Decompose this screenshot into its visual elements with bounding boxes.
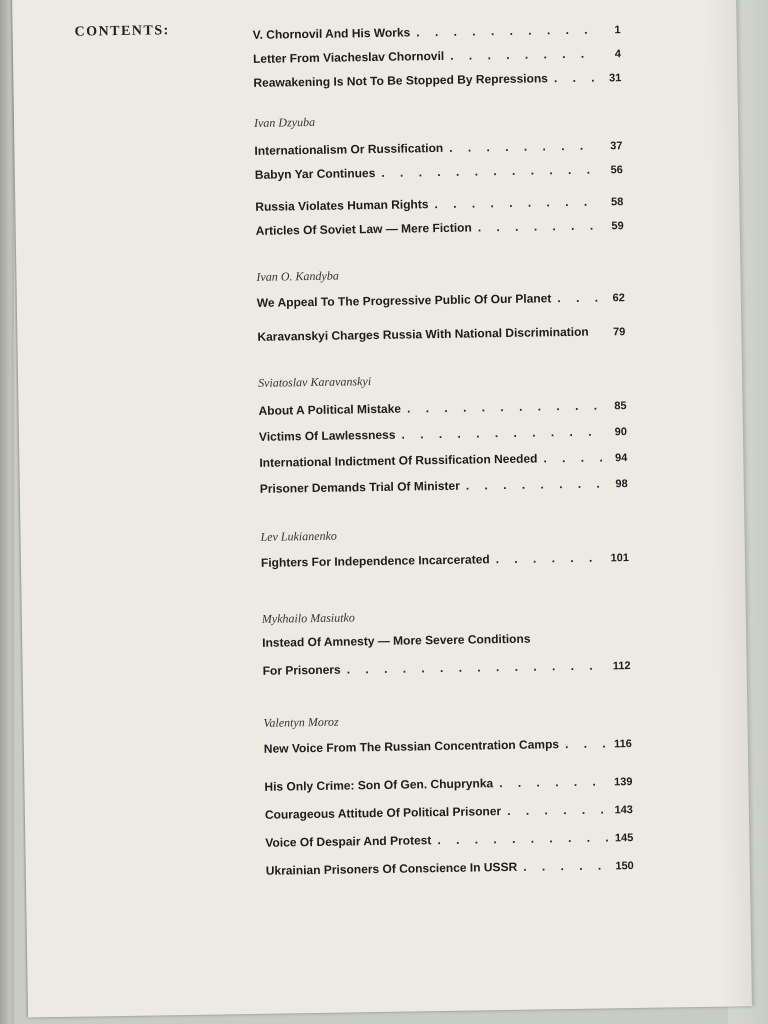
toc-entry [261, 550, 629, 574]
toc-entry [264, 774, 632, 798]
toc-entry [254, 138, 622, 162]
entry-page-number: 98 [615, 478, 628, 491]
contents-page [12, 0, 752, 1018]
entry-title: Reawakening Is Not To Be Stopped By Repressions [253, 71, 549, 90]
entry-title: Babyn Yar Continues [254, 166, 376, 182]
dot-leader [449, 138, 598, 154]
dot-leader [437, 830, 609, 847]
entry-page-number: 31 [609, 72, 622, 85]
toc-entry [253, 46, 621, 70]
entry-page-number: 145 [614, 832, 634, 845]
toc-entry [264, 736, 632, 760]
author-name: Valentyn Moroz [263, 714, 339, 730]
dot-leader [565, 736, 608, 751]
dot-leader [466, 476, 604, 492]
entry-title: Prisoner Demands Trial Of Minister [259, 478, 460, 496]
entry-title: His Only Crime: Son Of Gen. Chuprynka [264, 776, 494, 794]
entry-title: Fighters For Independence Incarcerated [260, 552, 490, 570]
entry-page-number: 37 [610, 140, 623, 153]
dot-leader [347, 658, 607, 676]
facing-page-edge [0, 0, 14, 1024]
entry-page-number: 116 [614, 738, 632, 751]
toc-entry [265, 802, 633, 826]
entry-title: Letter From Viacheslav Chornovil [252, 48, 445, 66]
contents-heading: CONTENTS: [74, 23, 170, 40]
entry-page-number: 79 [613, 326, 626, 339]
author-name: Ivan O. Kandyba [256, 268, 339, 284]
entry-page-number: 112 [612, 660, 631, 673]
entry-page-number: 58 [610, 196, 624, 209]
entry-title: Karavanskyi Charges Russia With National Discrimination [257, 324, 589, 344]
dot-leader [416, 23, 597, 40]
entry-title: Voice Of Despair And Protest [265, 833, 432, 850]
author-name: Lev Lukianenko [260, 528, 337, 544]
entry-page-number: 150 [615, 860, 634, 873]
toc-entry [263, 658, 631, 682]
entry-title: Russia Violates Human Rights [255, 197, 429, 214]
dot-leader [381, 162, 599, 179]
dot-leader [434, 194, 599, 211]
dot-leader [554, 71, 598, 86]
entry-page-number: 85 [614, 400, 627, 413]
entry-page-number: 56 [610, 164, 623, 177]
dot-leader [450, 47, 597, 63]
entry-page-number: 101 [610, 552, 630, 565]
entry-title: Victims Of Lawlessness [258, 427, 396, 444]
entry-title: Articles Of Soviet Law — Mere Fiction [255, 220, 472, 238]
toc-entry [257, 290, 625, 314]
toc-entry [265, 830, 633, 854]
toc-entry [258, 398, 626, 422]
author-name: Ivan Dzyuba [253, 114, 316, 130]
entry-page-number: 4 [614, 48, 622, 61]
toc-entry [259, 450, 627, 474]
toc-entry [259, 424, 627, 448]
entry-title: We Appeal To The Progressive Public Of Our Planet [256, 291, 552, 310]
toc-entry [257, 324, 625, 348]
entry-page-number: 1 [614, 24, 621, 37]
entry-title: Instead Of Amnesty — More Severe Conditions [262, 631, 531, 650]
dot-leader [478, 218, 600, 234]
entry-title: About A Political Mistake [258, 401, 402, 418]
author-name: Sviatoslav Karavanskyi [258, 374, 372, 390]
entry-title: Internationalism Or Russification [254, 140, 444, 158]
toc-entry [255, 194, 623, 218]
entry-title: New Voice From The Russian Concentration Camps [263, 737, 560, 756]
entry-title-continued: For Prisoners [262, 662, 341, 678]
toc-entry [260, 476, 628, 500]
entry-title: Courageous Attitude Of Political Prisoner [264, 804, 502, 822]
entry-title: International Indictment Of Russification Needed [259, 451, 538, 470]
dot-leader [499, 774, 608, 790]
author-name: Mykhailo Masiutko [261, 610, 355, 626]
dot-leader [401, 424, 603, 441]
dot-leader [496, 550, 605, 566]
entry-page-number: 90 [614, 426, 628, 439]
table-of-contents [252, 16, 634, 878]
entry-page-number: 94 [615, 452, 628, 465]
dot-leader [543, 450, 603, 465]
toc-entry [253, 22, 621, 46]
toc-entry [256, 218, 624, 242]
entry-page-number: 59 [611, 220, 624, 233]
dot-leader [523, 858, 609, 873]
entry-page-number: 143 [614, 804, 633, 817]
dot-leader [507, 802, 609, 818]
dot-leader [557, 290, 601, 305]
toc-entry [253, 70, 621, 94]
dot-leader [407, 398, 603, 415]
toc-entry [255, 162, 623, 186]
entry-page-number: 62 [612, 292, 625, 305]
entry-title: Ukrainian Prisoners Of Conscience In USSR [265, 859, 518, 878]
entry-title: V. Chornovil And His Works [252, 25, 411, 42]
entry-page-number: 139 [613, 776, 633, 789]
toc-entry [266, 858, 634, 882]
